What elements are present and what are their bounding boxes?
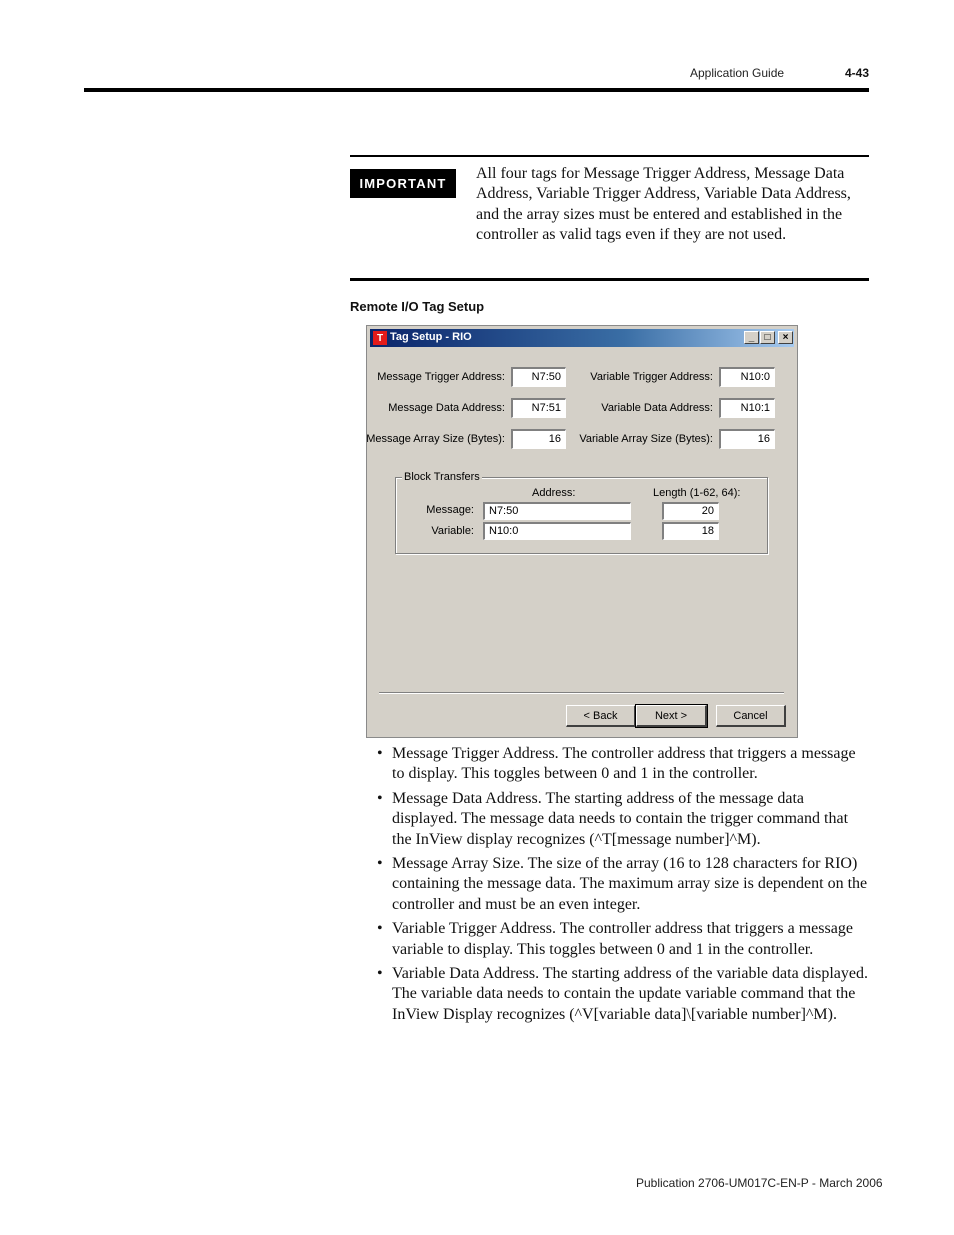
dialog-separator (379, 692, 784, 694)
tag-setup-dialog (366, 325, 798, 738)
minimize-button[interactable]: _ (744, 331, 759, 344)
dialog-titlebar[interactable] (370, 329, 794, 347)
list-item: • Message Data Address. The starting address of the message data displayed. The message data needs to contain the trigger command that the InView display recognizes (^T[message number]^M). (377, 789, 869, 850)
variable-array-size-input[interactable]: 16 (719, 429, 775, 449)
figure-caption: Remote I/O Tag Setup (350, 299, 485, 314)
variable-trigger-label: Variable Trigger Address: (590, 371, 713, 383)
important-text: All four tags for Message Trigger Address, Message Data Address, Variable Trigger Address, Variable Data Address, and the array sizes must be entered and established in the controller as valid tags even if they are not used. (476, 165, 851, 244)
variable-trigger-input[interactable]: N10:0 (719, 367, 775, 387)
back-button[interactable]: < Back (566, 705, 636, 727)
list-item: • Variable Trigger Address. The controller address that triggers a message variable to display. This toggles between 0 and 1 in the controller. (377, 919, 869, 960)
address-header: Address: (532, 487, 576, 499)
variable-array-size-label: Variable Array Size (Bytes): (579, 433, 713, 445)
bt-message-label: Message: (426, 504, 474, 516)
message-trigger-input[interactable]: N7:50 (511, 367, 566, 387)
block-transfers-title: Block Transfers (404, 471, 480, 483)
next-button[interactable]: Next > (636, 705, 707, 727)
variable-data-label: Variable Data Address: (601, 402, 713, 414)
running-header-title: Application Guide (690, 66, 785, 80)
message-array-size-label: Message Array Size (Bytes): (366, 433, 505, 445)
important-bottom-rule (350, 278, 869, 281)
important-label: IMPORTANT (350, 169, 456, 198)
bt-variable-length-input[interactable]: 18 (662, 522, 719, 540)
header-rule (84, 88, 869, 92)
message-data-label: Message Data Address: (388, 402, 505, 414)
important-top-rule (350, 155, 869, 157)
bt-variable-address-input[interactable]: N10:0 (483, 522, 631, 540)
list-item: • Variable Data Address. The starting address of the variable data displayed. The variable data needs to contain the update variable command that the InView Display recognizes (^V[variable data]\[variable number]^M). (377, 964, 869, 1025)
field-descriptions-list (377, 744, 869, 1029)
bt-variable-label: Variable: (431, 525, 474, 537)
close-button[interactable]: × (778, 331, 793, 344)
bt-message-address-input[interactable]: N7:50 (483, 502, 631, 520)
publication-footer: Publication 2706-UM017C-EN-P - March 2006 (636, 1176, 883, 1190)
variable-data-input[interactable]: N10:1 (719, 398, 775, 418)
dialog-title: Tag Setup - RIO (390, 331, 472, 343)
cancel-button[interactable]: Cancel (716, 705, 786, 727)
length-header: Length (1-62, 64): (653, 487, 741, 499)
message-data-input[interactable]: N7:51 (511, 398, 566, 418)
list-item: • Message Array Size. The size of the array (16 to 128 characters for RIO) containing the message data. The maximum array size is dependent on the controller and must be an even integer. (377, 854, 869, 915)
message-trigger-label: Message Trigger Address: (377, 371, 505, 383)
page-number: 4-43 (845, 66, 870, 80)
maximize-button[interactable]: □ (760, 331, 775, 344)
message-array-size-input[interactable]: 16 (511, 429, 566, 449)
list-item: • Message Trigger Address. The controller address that triggers a message to display. This toggles between 0 and 1 in the controller. (377, 744, 869, 785)
app-icon: T (373, 331, 387, 345)
bt-message-length-input[interactable]: 20 (662, 502, 719, 520)
